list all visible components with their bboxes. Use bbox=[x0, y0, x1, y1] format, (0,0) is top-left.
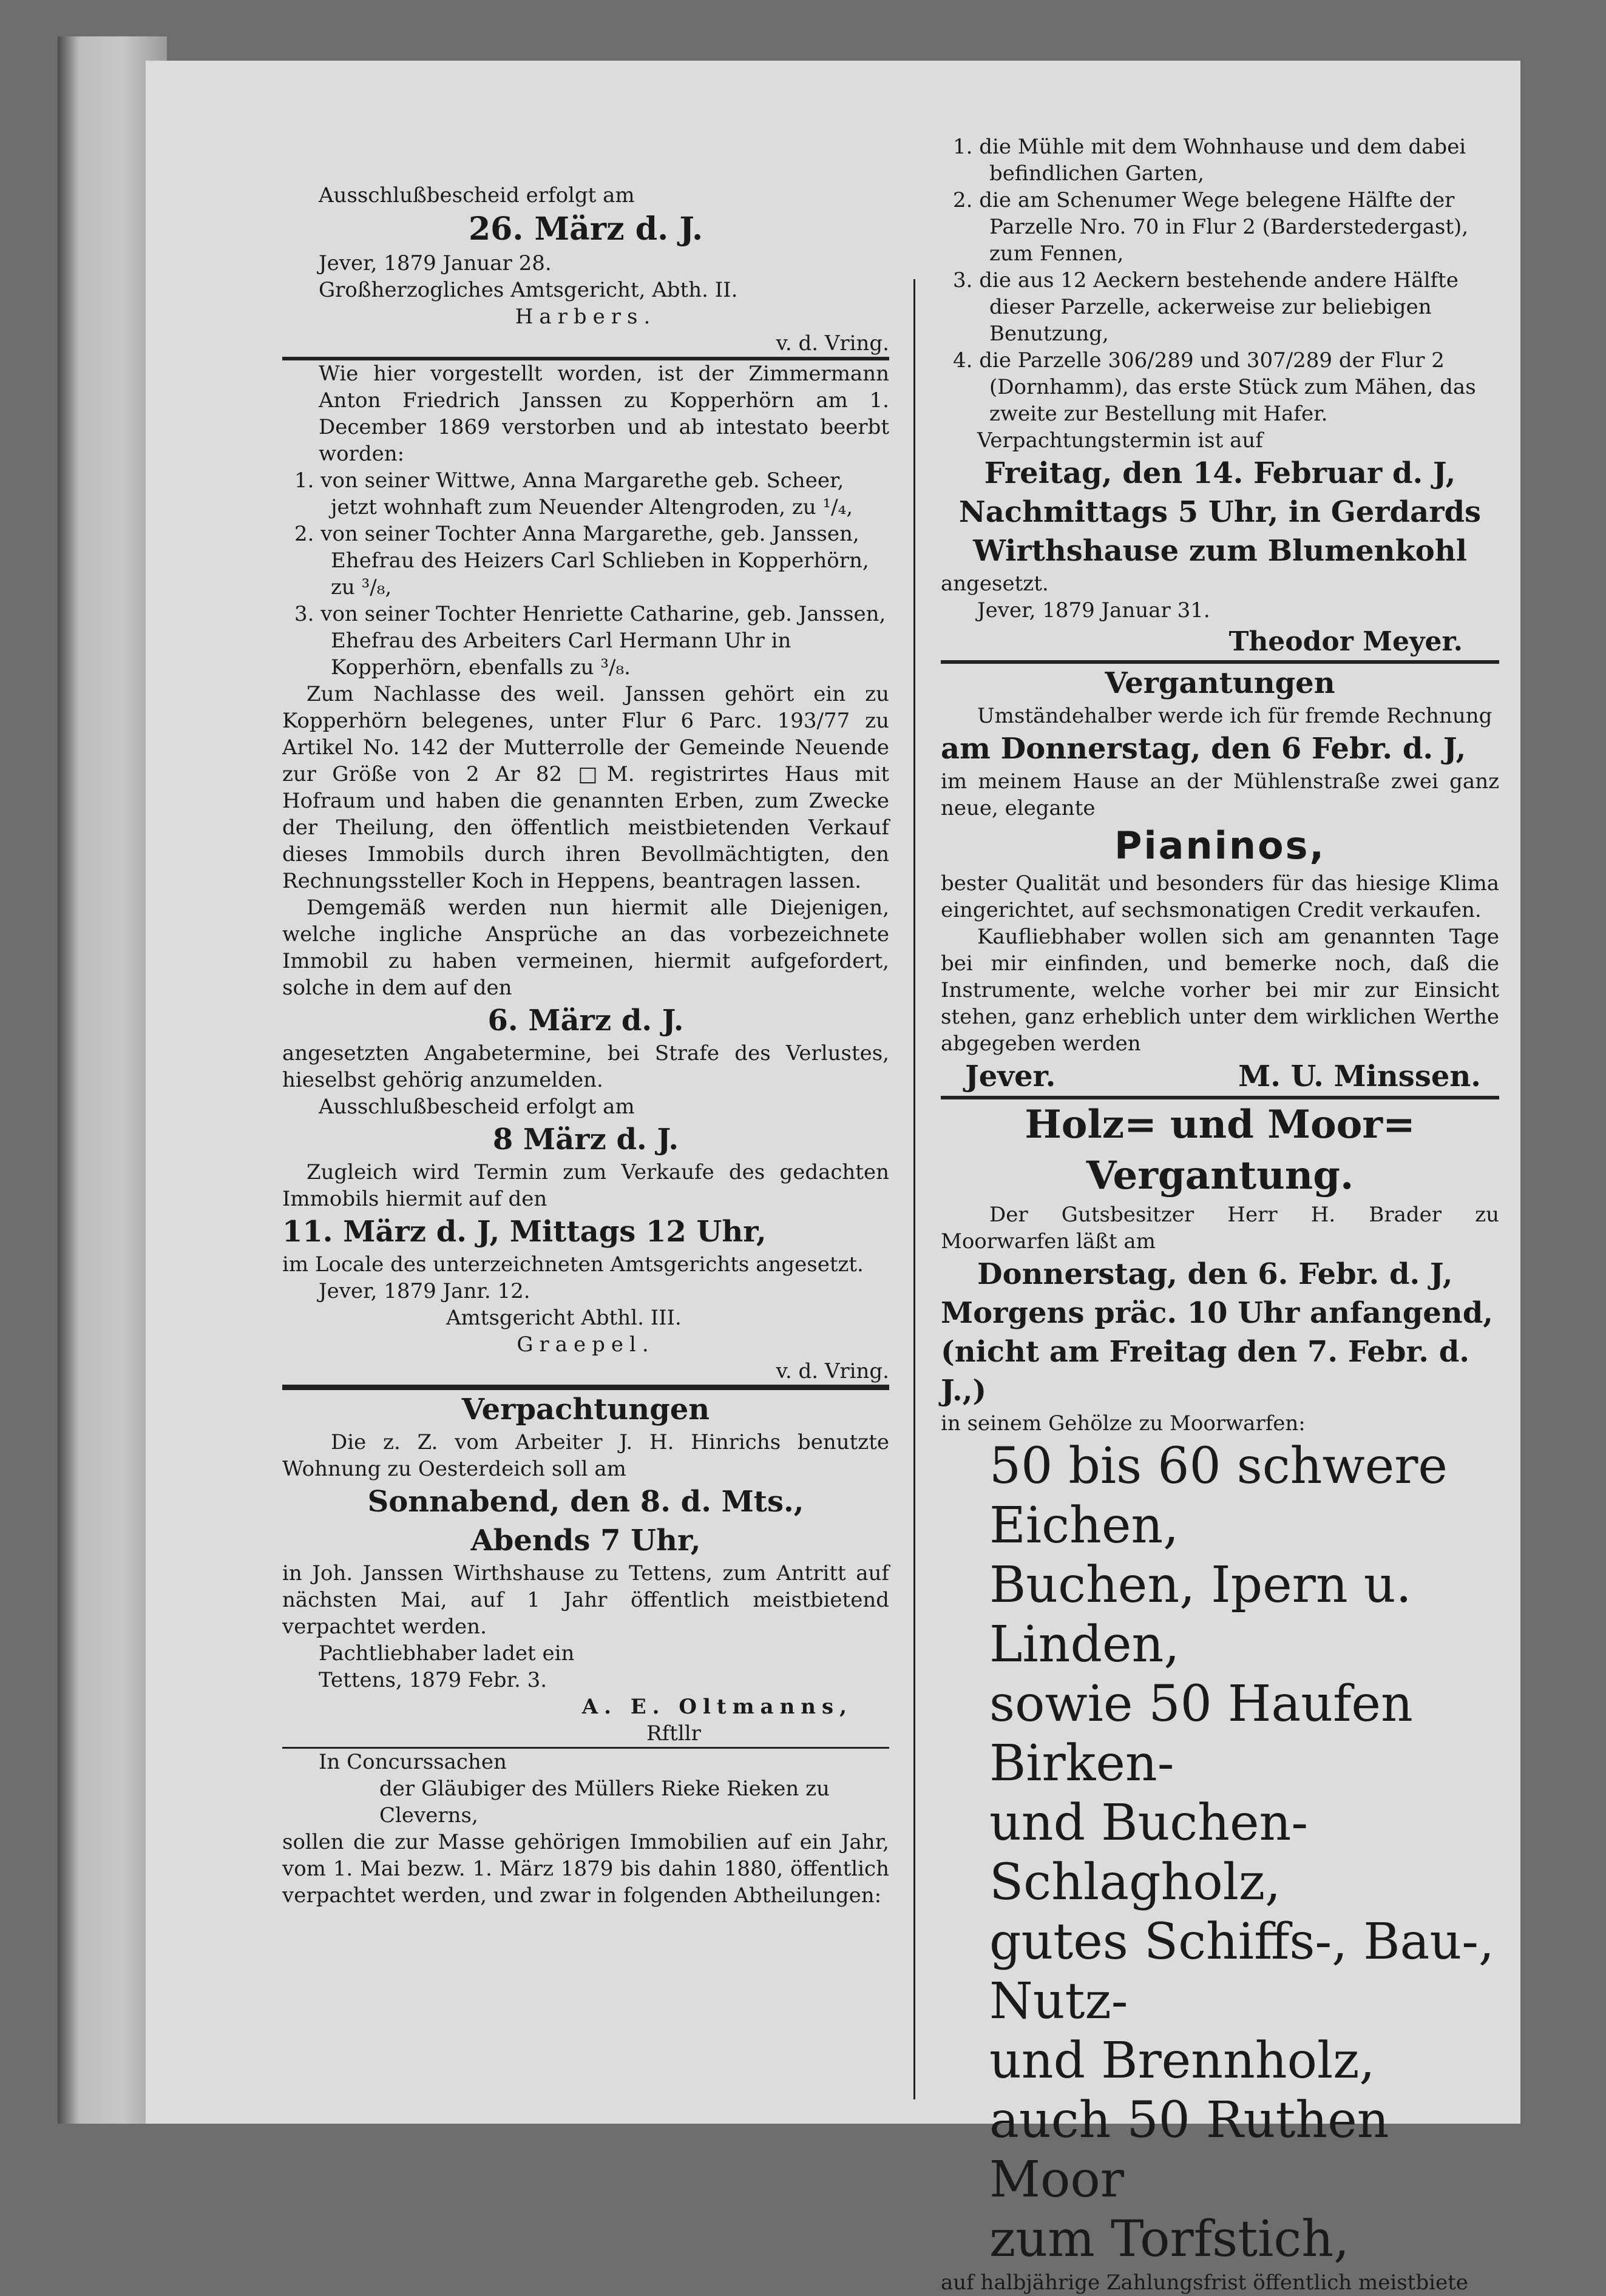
heir-item: 1. von seiner Wittwe, Anna Margarethe geb. Scheer, jetzt wohnhaft zum Neuender Altengroden, zu ¹/₄, bbox=[294, 468, 853, 519]
lease-item: 2. die am Schenumer Wege belegene Hälfte der Parzelle Nro. 70 in Flur 2 (Barderstedergast), zum Fennen, bbox=[953, 188, 1469, 266]
section-heading: Vergantungen bbox=[1105, 666, 1335, 700]
court-name: Amtsgericht Abthl. III. bbox=[446, 1306, 682, 1330]
judge-name: Graepel. bbox=[517, 1332, 655, 1357]
wood-date: Donnerstag, den 6. Febr. d. J, bbox=[977, 1257, 1453, 1291]
sale-paragraph: Zugleich wird Termin zum Verkaufe des gedachten Immobils hiermit auf den bbox=[282, 1160, 889, 1211]
wood-item: gutes Schiffs-, Bau-, Nutz- bbox=[989, 1913, 1494, 2030]
court-name: Großherzogliches Amtsgericht, Abth. II. bbox=[319, 278, 738, 302]
right-column bbox=[941, 133, 1499, 2296]
auction-paragraph: im meinem Hause an der Mühlenstraße zwei ganz neue, elegante bbox=[941, 769, 1499, 820]
heir-item: 3. von seiner Tochter Henriette Catharine, geb. Janssen, Ehefrau des Arbeiters Carl Hermann Uhr in Kopperhörn, ebenfalls zu ³/₈. bbox=[294, 602, 886, 680]
signature-line bbox=[282, 1358, 889, 1386]
termin-time: Nachmittags 5 Uhr, in Gerdards bbox=[958, 495, 1482, 529]
date-heading: 26. März d. J. bbox=[468, 211, 703, 248]
concurs-creditors: der Gläubiger des Müllers Rieke Rieken zu Cleverns, bbox=[379, 1777, 830, 1828]
heir-item: 2. von seiner Tochter Anna Margarethe, geb. Janssen, Ehefrau des Heizers Carl Schlieben in Kopperhörn, zu ³/₈, bbox=[294, 522, 869, 599]
auction-place: Jever. bbox=[965, 1059, 1056, 1093]
notice-paragraph: Wie hier vorgestellt worden, ist der Zimmermann Anton Friedrich Janssen zu Kopperhörn am 1. December 1869 verstorben und ab intestato beerbt worden: bbox=[319, 362, 889, 466]
sale-date: 11. März d. J, Mittags 12 Uhr, bbox=[282, 1215, 767, 1249]
date-heading: 6. März d. J. bbox=[487, 1004, 684, 1038]
auction-signer: M. U. Minssen. bbox=[1238, 1059, 1481, 1093]
wood-paragraph: Der Gutsbesitzer Herr H. Brader zu Moorwarfen läßt am bbox=[941, 1203, 1499, 1254]
locale-line: im Locale des unterzeichneten Amtsgerichts angesetzt. bbox=[282, 1252, 864, 1277]
place-date: Jever, 1879 Januar 31. bbox=[977, 598, 1210, 623]
wood-time: Morgens präc. 10 Uhr anfangend, bbox=[941, 1296, 1493, 1330]
auction-line: Umständehalber werde ich für fremde Rechnung bbox=[977, 704, 1492, 728]
wood-heading: Vergantung. bbox=[1086, 1153, 1354, 1198]
place-date: Jever, 1879 Janr. 12. bbox=[319, 1279, 530, 1303]
wood-item: und Brennholz, bbox=[989, 2032, 1375, 2090]
concurs-heading: In Concurssachen bbox=[319, 1750, 507, 1774]
lease-date: Sonnabend, den 8. d. Mts., bbox=[367, 1485, 804, 1519]
newspaper-page bbox=[146, 61, 1520, 2295]
judge-name: Harbers. bbox=[515, 305, 657, 329]
lease-time: Abends 7 Uhr, bbox=[470, 1524, 701, 1558]
wood-end: auf halbjährige Zahlungsfrist öffentlich meistbiete bbox=[941, 2271, 1468, 2295]
column-divider bbox=[913, 279, 915, 2099]
date-heading: 8 März d. J. bbox=[492, 1123, 679, 1156]
auction-paragraph: Kaufliebhaber wollen sich am genannten Tage bei mir einfinden, und bemerke noch, daß die Instrumente, welche vorher bei mir zur Einsicht stehen, ganz erheblich unter dem wirklichen Werthe abgegeben werden bbox=[941, 925, 1499, 1056]
auction-signature bbox=[941, 1057, 1499, 1096]
concurs-paragraph: sollen die zur Masse gehörigen Immobilien auf ein Jahr, vom 1. Mai bezw. 1. März 1879 bis dahin 1880, öffentlich verpachtet werden, und zwar in folgenden Abtheilungen: bbox=[282, 1830, 889, 1908]
pianos-heading: Pianinos, bbox=[1114, 823, 1326, 868]
left-column bbox=[282, 182, 889, 1909]
section-heading: Verpachtungen bbox=[461, 1393, 710, 1427]
termin-date: Freitag, den 14. Februar d. J, bbox=[984, 456, 1456, 490]
wood-item: zum Torfstich, bbox=[989, 2210, 1350, 2268]
termin-place: Wirthshause zum Blumenkohl bbox=[973, 534, 1467, 568]
place-date: Jever, 1879 Januar 28. bbox=[319, 251, 552, 275]
wood-item: Buchen, Ipern u. Linden, bbox=[989, 1556, 1412, 1673]
auction-date: am Donnerstag, den 6 Febr. d. J, bbox=[941, 732, 1466, 766]
place-date: Tettens, 1879 Febr. 3. bbox=[319, 1668, 547, 1692]
call-paragraph: Demgemäß werden nun hiermit alle Diejenigen, welche ingliche Ansprüche an das vorbezeichnete Immobil zu haben vermeinen, hiermit aufgefordert, solche in dem auf den bbox=[282, 896, 889, 1000]
estate-paragraph: Zum Nachlasse des weil. Janssen gehört ein zu Kopperhörn belegenes, unter Flur 6 Parc. 193/77 zu Artikel No. 142 der Mutterrolle der Gemeinde Neuende zur Größe von 2 Ar 82 □M. registrirtes Haus mit Hofraum und haben die genannten Erben, zum Zwecke der Theilung, den öffentlich meistbietenden Verkauf dieses Immobils durch ihren Bevollmächtigten, den Rechnungssteller Koch in Heppens, beantragen lassen. bbox=[282, 682, 889, 893]
signer-name: A. E. Oltmanns, bbox=[581, 1695, 853, 1719]
signer-name: v. d. Vring. bbox=[776, 1359, 889, 1383]
termin-set: angesetzt. bbox=[941, 572, 1049, 596]
wood-item: sowie 50 Haufen Birken- bbox=[989, 1675, 1413, 1792]
wood-item: und Buchen-Schlagholz, bbox=[989, 1794, 1309, 1911]
wood-place: in seinem Gehölze zu Moorwarfen: bbox=[941, 1411, 1306, 1436]
wood-heading: Holz= und Moor= bbox=[1025, 1102, 1415, 1147]
lease-paragraph: Die z. Z. vom Arbeiter J. H. Hinrichs benutzte Wohnung zu Oesterdeich soll am bbox=[282, 1430, 889, 1481]
lease-item: 1. die Mühle mit dem Wohnhause und dem dabei befindlichen Garten, bbox=[953, 135, 1466, 186]
notice-after: angesetzten Angabetermine, bei Strafe des Verlustes, hieselbst gehörig anzumelden. bbox=[282, 1041, 889, 1092]
signature-line bbox=[282, 330, 889, 359]
wood-item: 50 bis 60 schwere Eichen, bbox=[989, 1437, 1448, 1555]
ausschluss-line: Ausschlußbescheid erfolgt am bbox=[319, 183, 635, 208]
termin-line: Verpachtungstermin ist auf bbox=[977, 428, 1263, 453]
signer-title: Rftllr bbox=[646, 1721, 701, 1746]
lease-item: 4. die Parzelle 306/289 und 307/289 der Flur 2 (Dornhamm), das erste Stück zum Mähen, das zweite zur Bestellung mit Hafer. bbox=[953, 348, 1476, 426]
lease-item: 3. die aus 12 Aeckern bestehende andere Hälfte dieser Parzelle, ackerweise zur beliebigen Benutzung, bbox=[953, 268, 1459, 346]
wood-item: auch 50 Ruthen Moor bbox=[989, 2092, 1389, 2209]
ausschluss-line: Ausschlußbescheid erfolgt am bbox=[319, 1095, 635, 1119]
auction-paragraph: bester Qualität und besonders für das hiesige Klima eingerichtet, auf sechsmonatigen Credit verkaufen. bbox=[941, 871, 1499, 922]
wood-note: (nicht am Freitag den 7. Febr. d. J.,) bbox=[941, 1335, 1469, 1408]
lease-place: in Joh. Janssen Wirthshause zu Tettens, zum Antritt auf nächsten Mai, auf 1 Jahr öffentlich meistbietend verpachtet werden. bbox=[282, 1561, 889, 1639]
signer-name: v. d. Vring. bbox=[776, 331, 889, 356]
lease-invite: Pachtliebhaber ladet ein bbox=[319, 1641, 575, 1666]
signer-name: Theodor Meyer. bbox=[1228, 626, 1463, 657]
